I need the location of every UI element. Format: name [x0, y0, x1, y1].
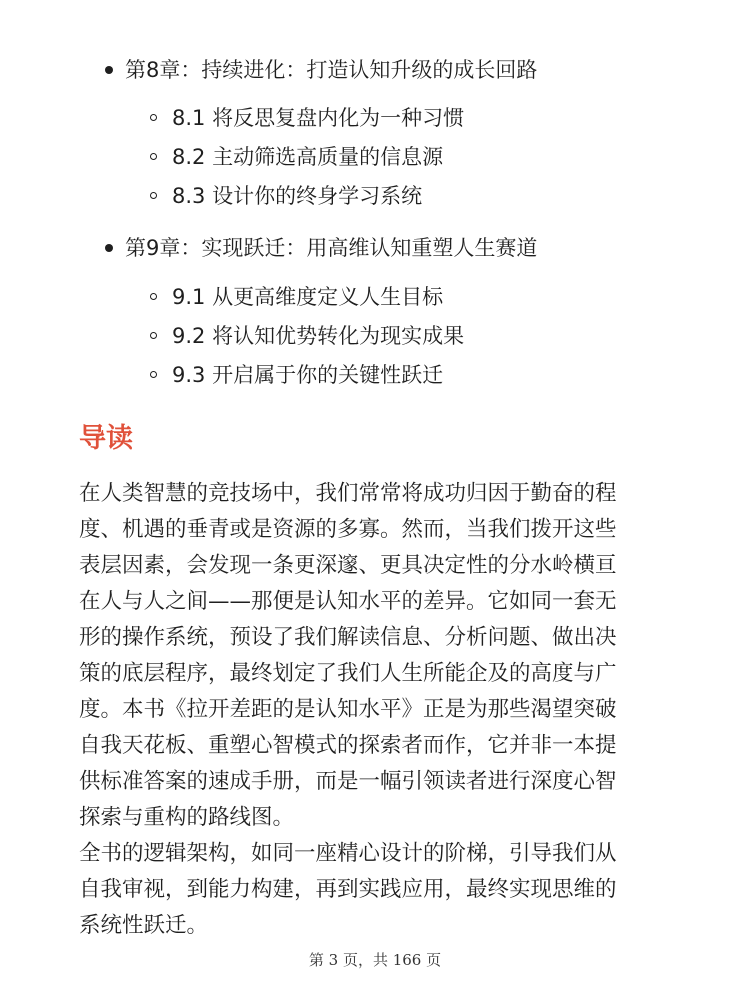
bullet-circle-icon: [150, 153, 157, 160]
paragraph-line: 度、机遇的垂青或是资源的多寡。然而，当我们拨开这些: [79, 517, 617, 542]
paragraph-line: 全书的逻辑架构，如同一座精心设计的阶梯，引导我们从: [79, 841, 617, 866]
section-title: 8.3 设计你的终身学习系统: [172, 184, 423, 208]
intro-heading: 导读: [79, 423, 133, 454]
chapter-title: 第8章：持续进化：打造认知升级的成长回路: [125, 58, 538, 82]
bullet-circle-icon: [150, 332, 157, 339]
section-title: 8.1 将反思复盘内化为一种习惯: [172, 106, 465, 130]
paragraph-line: 策的底层程序，最终划定了我们人生所能企及的高度与广: [79, 661, 617, 686]
paragraph-line: 供标准答案的速成手册，而是一幅引领读者进行深度心智: [79, 769, 617, 794]
paragraph-line: 自我审视，到能力构建，再到实践应用，最终实现思维的: [79, 877, 617, 902]
section-title: 9.2 将认知优势转化为现实成果: [172, 324, 465, 348]
bullet-disc-icon: [105, 244, 113, 252]
bullet-circle-icon: [150, 114, 157, 121]
section-title: 9.1 从更高维度定义人生目标: [172, 285, 444, 309]
intro-paragraph-1: [79, 476, 689, 836]
paragraph-line: 在人类智慧的竞技场中，我们常常将成功归因于勤奋的程: [79, 481, 617, 506]
paragraph-line: 探索与重构的路线图。: [79, 805, 295, 830]
bullet-disc-icon: [105, 66, 113, 74]
paragraph-line: 系统性跃迁。: [79, 913, 209, 938]
page-number-footer: 第 3 页，共 166 页: [308, 951, 442, 969]
chapter-title: 第9章：实现跃迁：用高维认知重塑人生赛道: [125, 236, 538, 260]
paragraph-line: 度。本书《拉开差距的是认知水平》正是为那些渴望突破: [79, 697, 617, 722]
paragraph-line: 在人与人之间——那便是认知水平的差异。它如同一套无: [79, 589, 617, 614]
bullet-circle-icon: [150, 192, 157, 199]
paragraph-line: 形的操作系统，预设了我们解读信息、分析问题、做出决: [79, 625, 617, 650]
intro-paragraph-2: [79, 836, 689, 944]
section-title: 9.3 开启属于你的关键性跃迁: [172, 363, 444, 387]
bullet-circle-icon: [150, 371, 157, 378]
paragraph-line: 表层因素，会发现一条更深邃、更具决定性的分水岭横亘: [79, 553, 617, 578]
paragraph-line: 自我天花板、重塑心智模式的探索者而作，它并非一本提: [79, 733, 617, 758]
bullet-circle-icon: [150, 293, 157, 300]
section-title: 8.2 主动筛选高质量的信息源: [172, 145, 444, 169]
